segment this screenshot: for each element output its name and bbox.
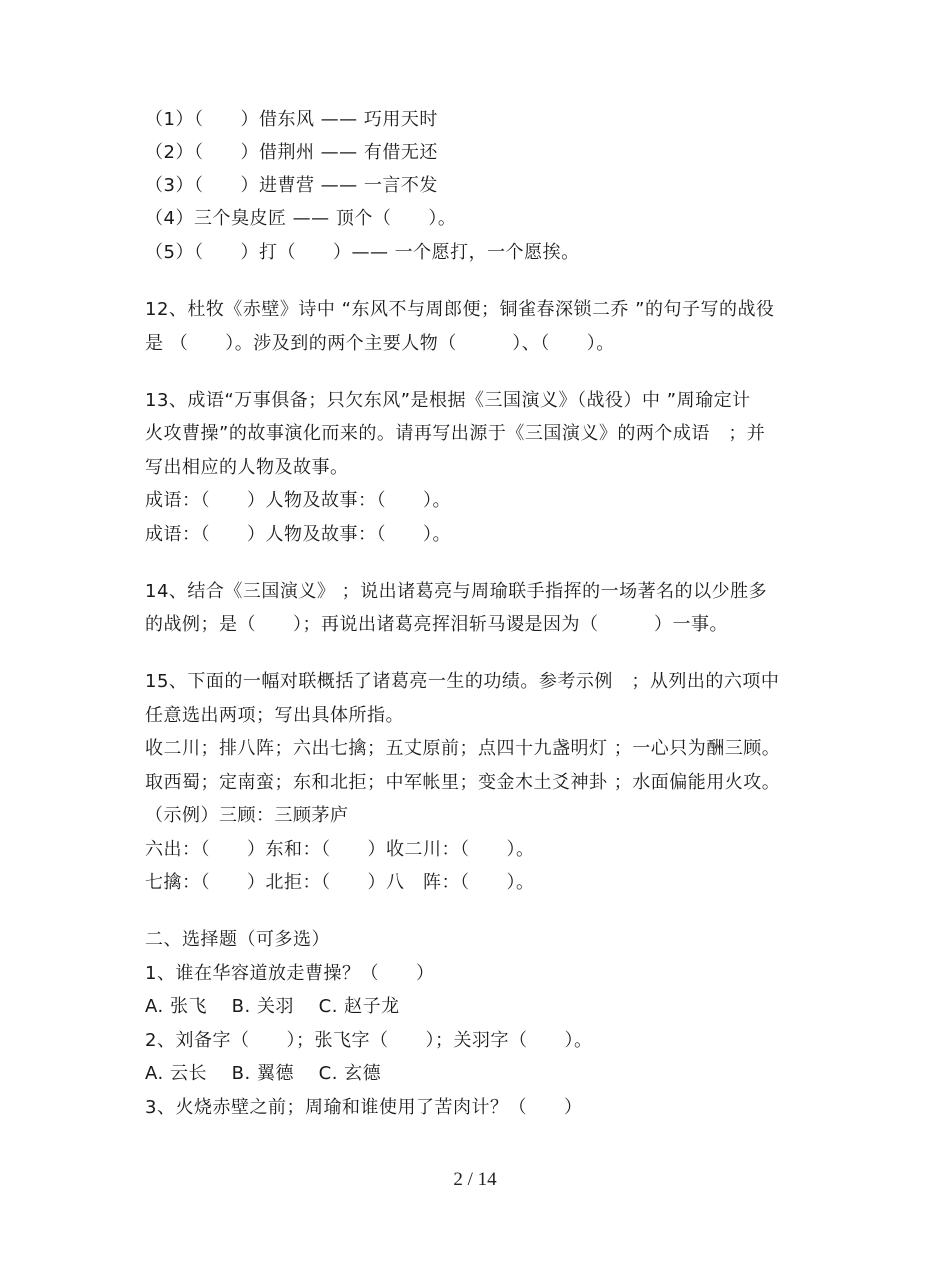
question-13-line: 写出相应的人物及故事。 [145, 457, 349, 478]
text-line: （2）（ ）借荆州 —— 有借无还 [145, 142, 438, 163]
section-heading: 二、选择题（可多选） [145, 929, 330, 950]
answer-line: 成语：（ ）人物及故事：（ ）。 [145, 524, 451, 545]
question-13-line: 13、成语“万事俱备；只欠东风”是根据《三国演义》（战役）中 ”周瑜定计 [145, 390, 751, 411]
example-line: （示例）三顾：三顾茅庐 [145, 805, 349, 826]
question-14-line: 14、结合《三国演义》 ；说出诸葛亮与周瑜联手指挥的一场著名的以少胜多 [145, 581, 768, 602]
answer-line: 六出：（ ）东和：（ ）收二川：（ ）。 [145, 839, 535, 860]
text-line: （5）（ ）打（ ）—— 一个愿打，一个愿挨。 [145, 242, 580, 263]
options-line: A. 云长 B. 翼德 C. 玄德 [145, 1063, 382, 1084]
text-line: （4）三个臭皮匠 —— 顶个（ ）。 [145, 208, 457, 229]
question-15-line: 15、下面的一幅对联概括了诸葛亮一生的功绩。参考示例 ；从列出的六项中 [145, 671, 780, 692]
answer-line: 成语：（ ）人物及故事：（ ）。 [145, 490, 451, 511]
question-line: 1、谁在华容道放走曹操？（ ） [145, 963, 435, 984]
answer-line: 七擒：（ ）北拒：（ ）八 阵：（ ）。 [145, 872, 535, 893]
question-12-line: 是 （ ）。涉及到的两个主要人物（ ）、（ ）。 [145, 333, 615, 354]
question-line: 2、刘备字（ ）；张飞字（ ）；关羽字（ ）。 [145, 1030, 593, 1051]
question-12-line: 12、杜牧《赤壁》诗中 “东风不与周郎便；铜雀春深锁二乔 ”的句子写的战役 [145, 299, 775, 320]
options-line: A. 张飞 B. 关羽 C. 赵子龙 [145, 996, 400, 1017]
couplet-line: 取西蜀；定南蛮；东和北拒；中军帐里；变金木土爻神卦 ；水面偏能用火攻。 [145, 772, 781, 793]
question-13-line: 火攻曹操”的故事演化而来的。请再写出源于《三国演义》的两个成语 ；并 [145, 423, 766, 444]
question-14-line: 的战例；是（ ）；再说出诸葛亮挥泪斩马谡是因为（ ）一事。 [145, 614, 728, 635]
text-line: （1）（ ）借东风 —— 巧用天时 [145, 109, 438, 130]
page-number: 2 / 14 [453, 1169, 497, 1190]
question-line: 3、火烧赤壁之前；周瑜和谁使用了苦肉计？（ ） [145, 1097, 583, 1118]
couplet-line: 收二川；排八阵；六出七擒；五丈原前；点四十九盏明灯 ；一心只为酬三顾。 [145, 738, 781, 759]
question-15-line: 任意选出两项；写出具体所指。 [145, 705, 404, 726]
text-line: （3）（ ）进曹营 —— 一言不发 [145, 175, 438, 196]
